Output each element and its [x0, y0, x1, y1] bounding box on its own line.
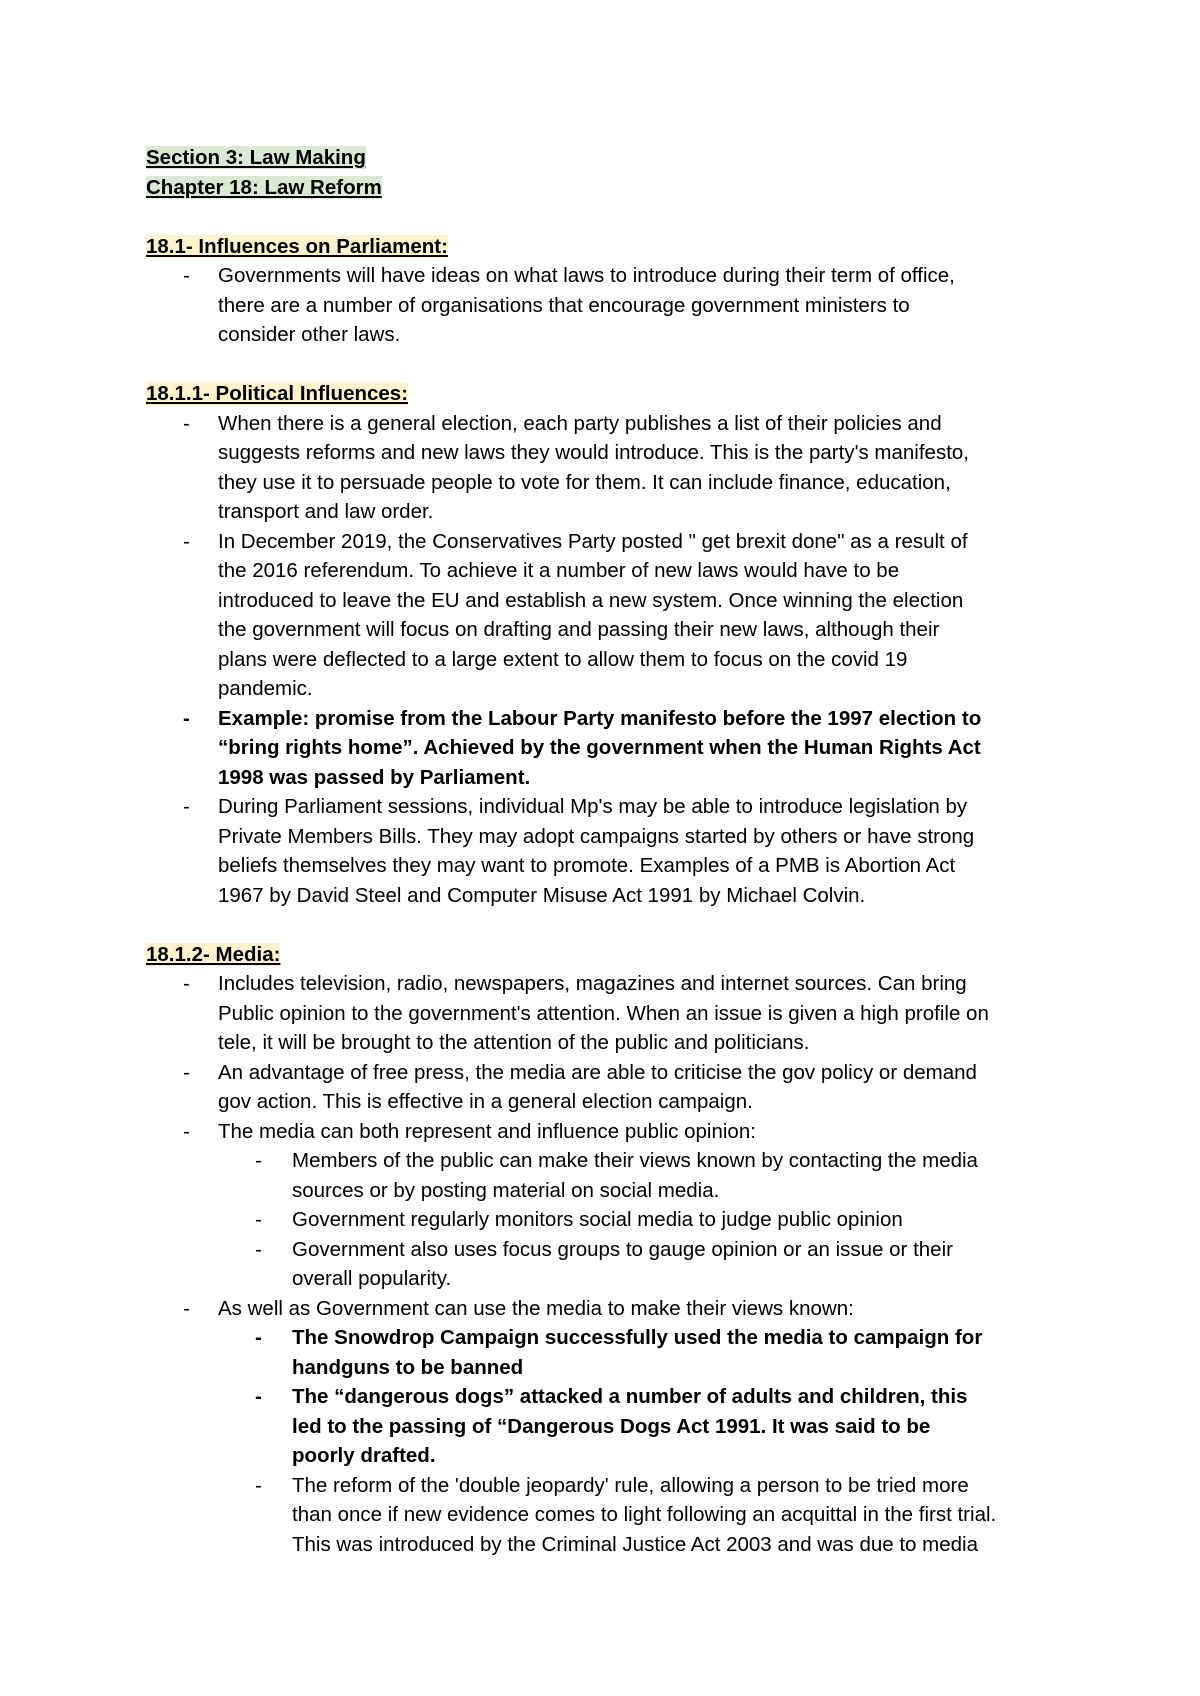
heading-media: 18.1.2- Media:: [146, 942, 281, 966]
sub-list-item: - Members of the public can make their views known by contacting the media sources or by posting material on social media.: [255, 1149, 978, 1202]
list-item: - During Parliament sessions, individual Mp's may be able to introduce legislation by Private Members Bills. They may adopt campaigns started by others or have strong beliefs themselves they may want to promote. Examples of a PMB is Abortion Act 1967 by David Steel and Computer Misuse Act 1991 by Michael Colvin.: [183, 795, 975, 907]
sub-list-item: - The reform of the 'double jeopardy' rule, allowing a person to be tried more than once if new evidence comes to light following an acquittal in the first trial. This was introduced by the Criminal Justice Act 2003 and was due to media: [255, 1473, 997, 1556]
sub-list-item: - The “dangerous dogs” attacked a number of adults and children, this led to the passing of “Dangerous Dogs Act 1991. It was said to be poorly drafted.: [255, 1385, 968, 1467]
section-title: Section 3: Law Making: [146, 146, 366, 169]
list-item: - When there is a general election, each party publishes a list of their policies and suggests reforms and new laws they would introduce. This is the party's manifesto, they use it to persuade people to vote for them. It can include finance, education, transport and law order.: [183, 411, 970, 523]
sub-list-item: - Government also uses focus groups to gauge opinion or an issue or their overall popularity.: [255, 1237, 953, 1290]
political-list: [146, 409, 1086, 911]
list-item: - Example: promise from the Labour Party manifesto before the 1997 election to “bring rights home”. Achieved by the government when the Human Rights Act 1998 was passed by Parliament.: [183, 706, 982, 789]
list-item: - In December 2019, the Conservatives Party posted " get brexit done" as a result of the 2016 referendum. To achieve it a number of new laws would have to be introduced to leave the EU and establish a new system. Once winning the election the government will focus on drafting and passing their new laws, although their plans were deflected to a large extent to allow them to focus on the covid 19 pandemic.: [183, 529, 968, 700]
chapter-title: Chapter 18: Law Reform: [146, 175, 382, 199]
list-item: - An advantage of free press, the media are able to criticise the gov policy or demand gov action. This is effective in a general election campaign.: [183, 1060, 977, 1113]
sub-list-item: - The Snowdrop Campaign successfully used the media to campaign for handguns to be banned: [255, 1326, 983, 1379]
heading-political: 18.1.1- Political Influences:: [146, 382, 409, 405]
heading-influences: 18.1- Influences on Parliament:: [146, 234, 448, 258]
sub-list-item: - Government regularly monitors social media to judge public opinion: [255, 1208, 903, 1231]
document-body: [146, 143, 1086, 1559]
list-item: - As well as Government can use the media to make their views known:: [183, 1296, 854, 1320]
list-item: - Governments will have ideas on what laws to introduce during their term of office, there are a number of organisations that encourage government ministers to consider other laws.: [183, 264, 955, 346]
media-list: [146, 969, 1086, 1559]
list-item: - Includes television, radio, newspapers, magazines and internet sources. Can bring Public opinion to the government's attention. When an issue is given a high profile on tele, it will be brought to the attention of the public and politicians.: [183, 972, 989, 1054]
list-item: - The media can both represent and influence public opinion:: [183, 1119, 756, 1143]
influences-list: [146, 261, 1086, 350]
